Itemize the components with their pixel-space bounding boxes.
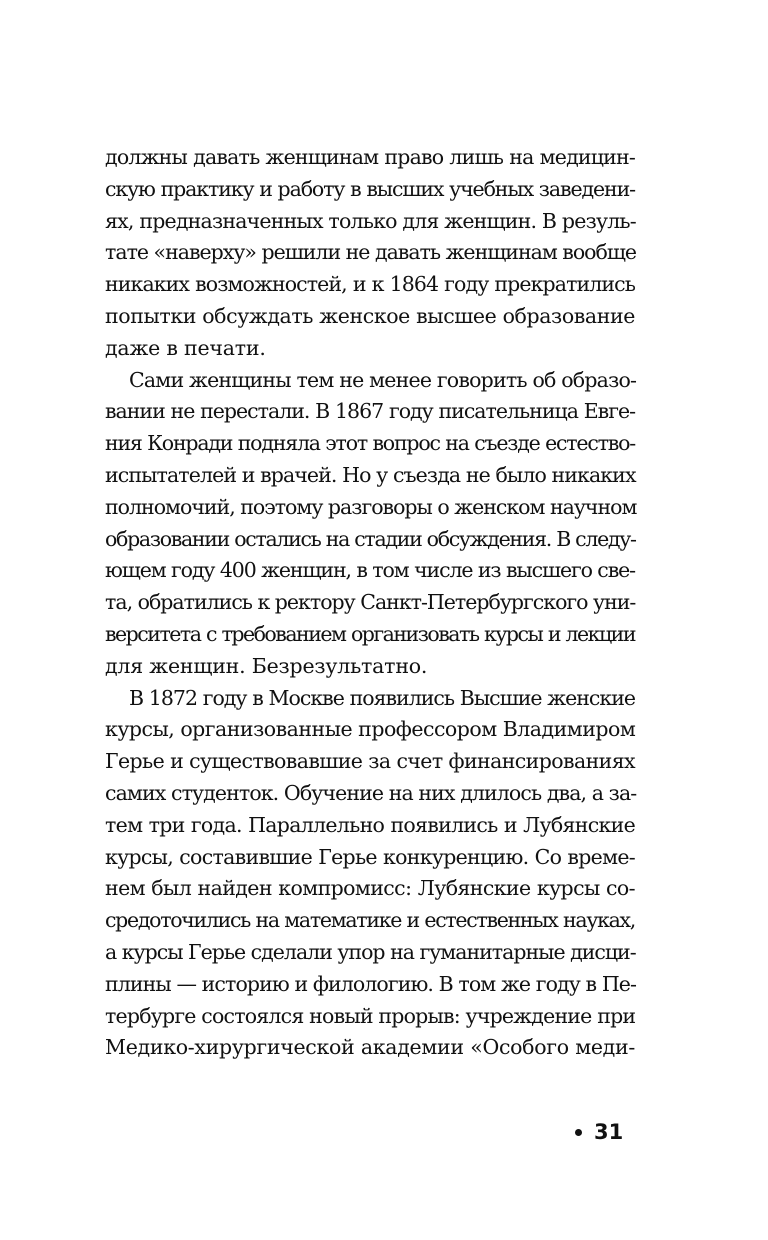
- text-line: а курсы Герье сделали упор на гуманитарные дисци-: [105, 939, 636, 964]
- text-line: ния Конради подняла этот вопрос на съезде естество-: [105, 431, 635, 456]
- text-line: тем три года. Параллельно появились и Лубянские: [105, 812, 635, 837]
- text-line: испытателей и врачей. Но у съезда не было никаких: [105, 462, 636, 487]
- text-line: полномочий, поэтому разговоры о женском научном: [105, 494, 637, 519]
- text-line: ющем году 400 женщин, в том числе из высшего све-: [105, 558, 635, 583]
- text-line: самих студенток. Обучение на них длилось два, а за-: [105, 780, 637, 805]
- text-line: Медико-хирургической академии «Особого меди-: [105, 1035, 635, 1060]
- text-line: никаких возможностей, и к 1864 году прекратились: [105, 272, 635, 297]
- text-line: тате «наверху» решили не давать женщинам вообще: [105, 240, 637, 265]
- text-line: образовании остались на стадии обсуждения. В следу-: [105, 526, 636, 551]
- text-line: верситета с требованием организовать курсы и лекции: [105, 621, 635, 646]
- body-text: [105, 142, 635, 1064]
- text-line: Герье и существовавшие за счет финансированиях: [105, 749, 635, 774]
- text-line: тербурге состоялся новый прорыв: учреждение при: [105, 1003, 636, 1028]
- text-line: вании не перестали. В 1867 году писательница Евге-: [105, 399, 635, 424]
- text-line: В 1872 году в Москве появились Высшие женские: [129, 685, 635, 710]
- text-line: Сами женщины тем не менее говорить об образо-: [129, 367, 637, 392]
- text-line: нем был найден компромисс: Лубянские курсы со-: [105, 876, 635, 901]
- text-line: ях, предназначенных только для женщин. В резуль-: [105, 208, 636, 233]
- text-line: должны давать женщинам право лишь на медицин-: [105, 145, 635, 169]
- text-line: плины — историю и филологию. В том же году в Пе-: [105, 971, 637, 996]
- text-line: даже в печати.: [105, 335, 266, 360]
- text-line: скую практику и работу в высших учебных заведени-: [105, 176, 635, 201]
- text-line: средоточились на математике и естественных науках,: [105, 908, 635, 933]
- text-line: курсы, организованные профессором Владимиром: [105, 717, 636, 742]
- page-number: 31: [594, 1120, 624, 1144]
- page-footer: [575, 1120, 623, 1144]
- bullet-icon: [575, 1129, 582, 1136]
- text-line: та, обратились к ректору Санкт-Петербургского уни-: [105, 590, 636, 615]
- text-line: курсы, составившие Герье конкуренцию. Со време-: [105, 844, 635, 869]
- text-line: попытки обсуждать женское высшее образование: [105, 303, 635, 328]
- text-line: для женщин. Безрезультатно.: [105, 653, 428, 678]
